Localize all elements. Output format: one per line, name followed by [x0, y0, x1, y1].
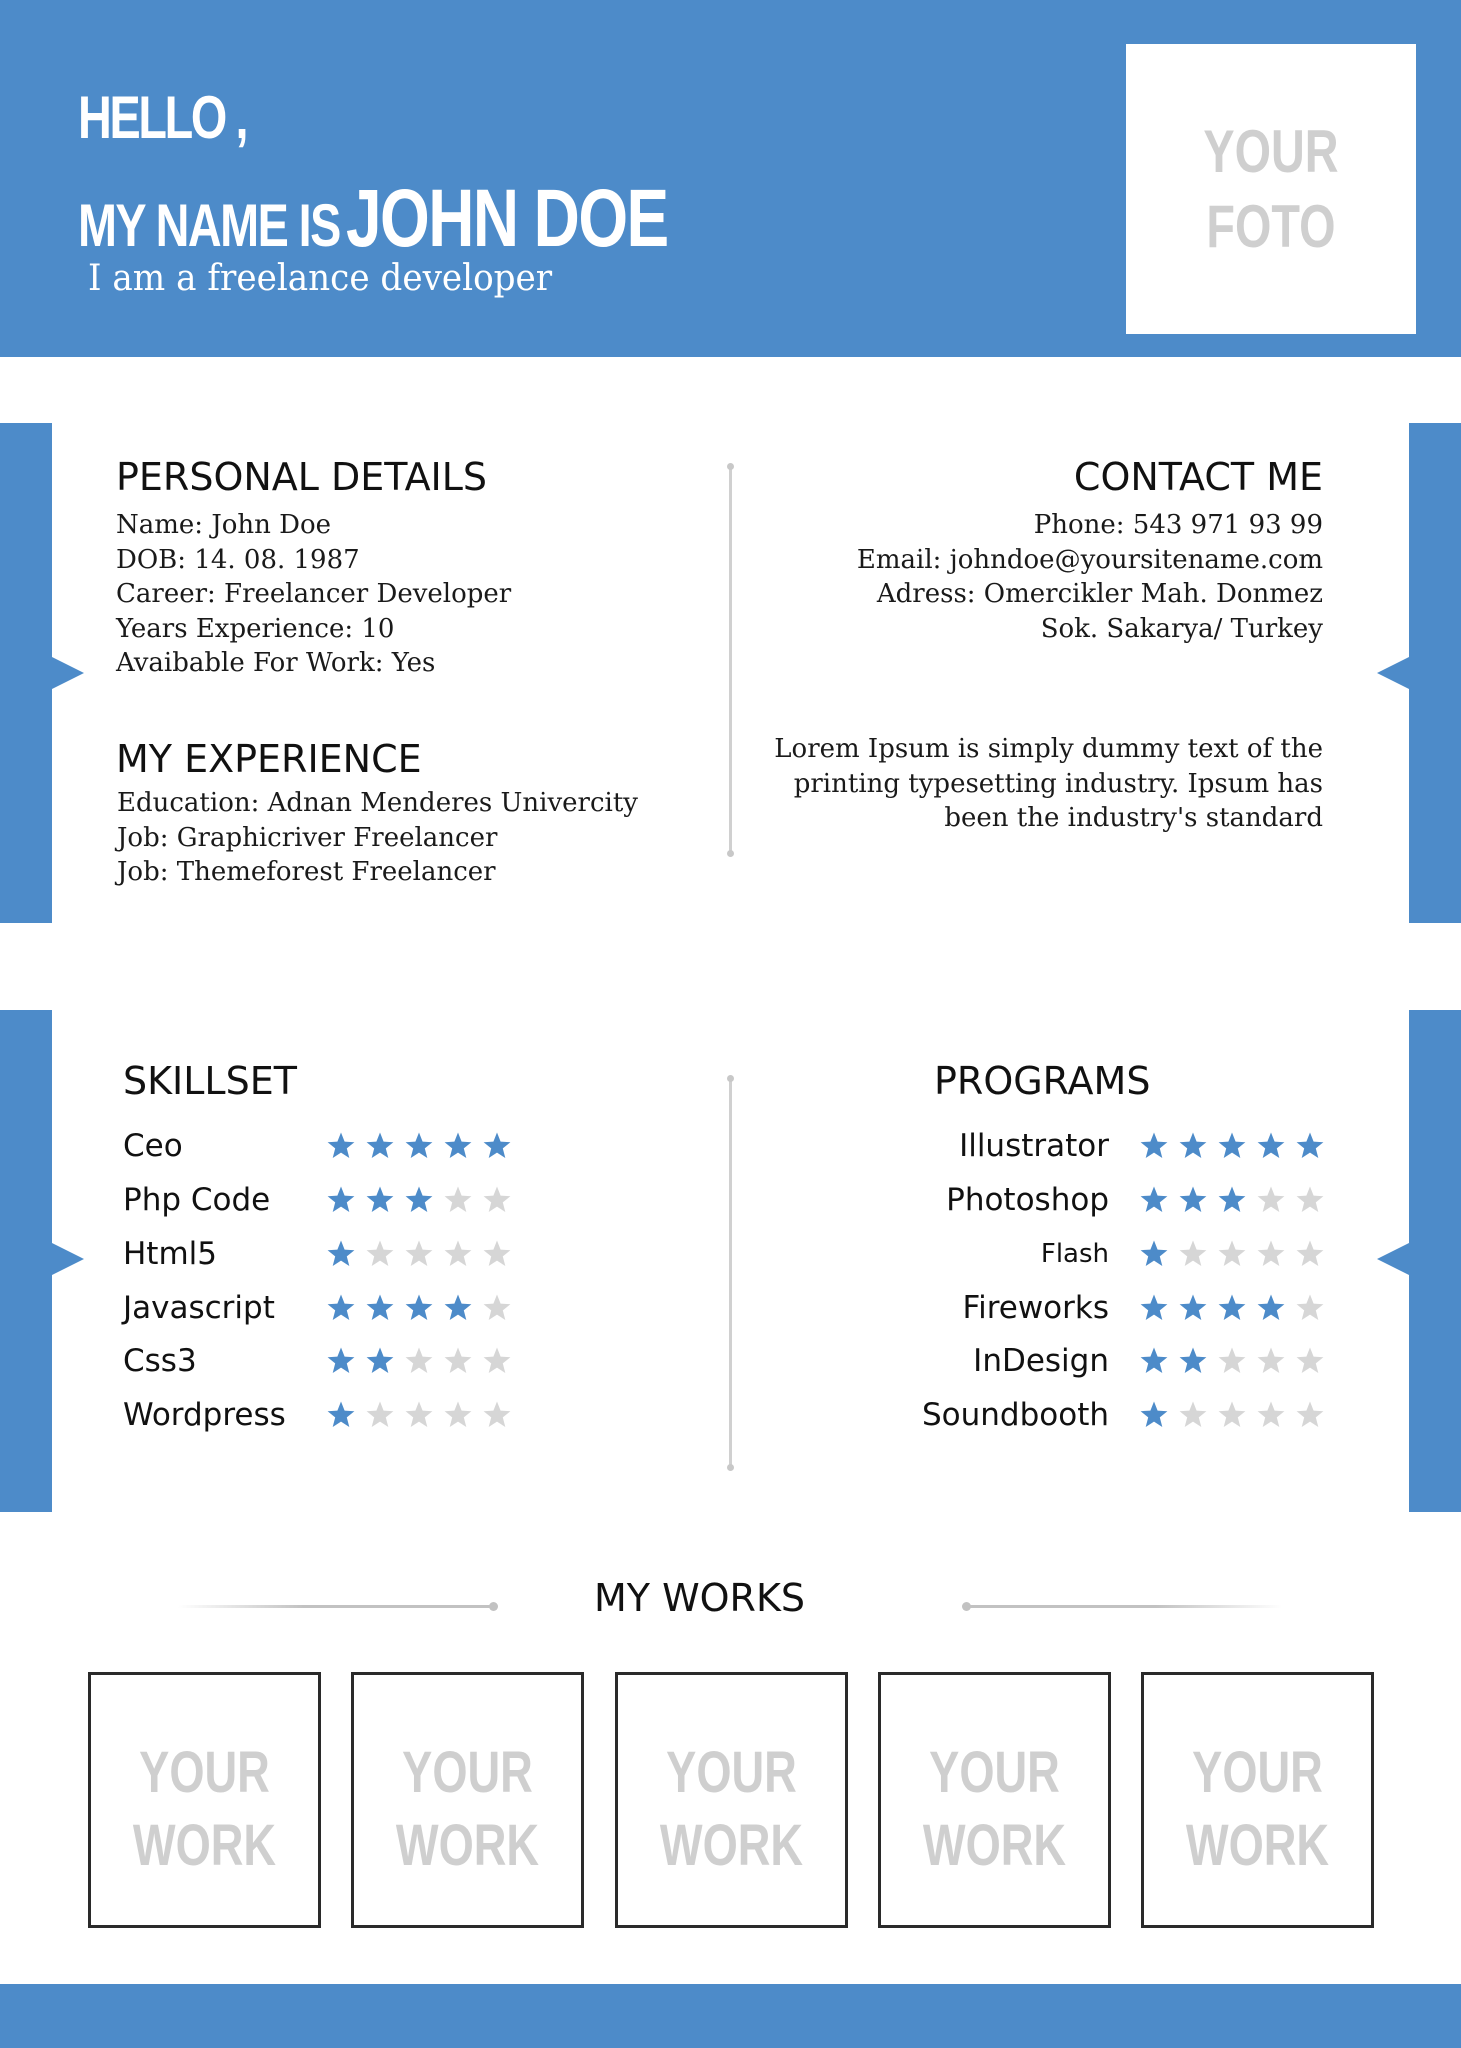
- right-accent-band: [1409, 423, 1461, 923]
- photo-placeholder-line2: FOTO: [1206, 193, 1336, 260]
- person-name: JOHN DOE: [346, 173, 668, 264]
- works-rule-right: [966, 1605, 1282, 1608]
- photo-placeholder-line1: YOUR: [1203, 118, 1339, 185]
- star-filled-icon: [1139, 1346, 1169, 1376]
- personal-detail-item: Career: Freelancer Developer: [116, 579, 512, 609]
- work-placeholder-line2: WORK: [132, 1812, 277, 1878]
- skill-name: Photoshop: [946, 1182, 1109, 1218]
- star-empty-icon: [1217, 1346, 1247, 1376]
- work-placeholder-line2: WORK: [922, 1812, 1067, 1878]
- skill-name: Javascript: [123, 1290, 275, 1326]
- star-empty-icon: [1295, 1185, 1325, 1215]
- greeting: HELLO ,: [78, 84, 247, 151]
- skill-row: [0, 1180, 1461, 1220]
- work-placeholder-line2: WORK: [1185, 1812, 1330, 1878]
- tagline: I am a freelance developer: [88, 258, 553, 299]
- skill-name: Html5: [123, 1236, 217, 1272]
- skill-row: [0, 1288, 1461, 1328]
- work-placeholder: [1141, 1672, 1374, 1928]
- star-filled-icon: [1139, 1293, 1169, 1323]
- star-filled-icon: [1256, 1131, 1286, 1161]
- personal-detail-item: Name: John Doe: [116, 510, 332, 540]
- skill-name: Fireworks: [962, 1290, 1109, 1326]
- star-empty-icon: [1217, 1400, 1247, 1430]
- rating-stars: [1139, 1293, 1334, 1323]
- star-empty-icon: [1295, 1400, 1325, 1430]
- about-line: been the industry's standard: [944, 803, 1323, 833]
- star-filled-icon: [1256, 1293, 1286, 1323]
- star-filled-icon: [1139, 1185, 1169, 1215]
- star-empty-icon: [1295, 1239, 1325, 1269]
- experience-title: MY EXPERIENCE: [116, 737, 422, 781]
- star-filled-icon: [1178, 1293, 1208, 1323]
- rating-stars: [1139, 1400, 1334, 1430]
- contact-line: Sok. Sakarya/ Turkey: [1040, 613, 1323, 644]
- skill-name: Ceo: [123, 1128, 183, 1164]
- work-placeholder-text: [116, 1737, 293, 1882]
- about-line: printing typesetting industry. Ipsum has: [793, 768, 1323, 799]
- footer-band: [0, 1984, 1461, 2048]
- star-empty-icon: [1256, 1239, 1286, 1269]
- work-placeholder: [878, 1672, 1111, 1928]
- works-rule-left: [178, 1605, 493, 1608]
- work-placeholder-line1: YOUR: [1192, 1740, 1323, 1805]
- skill-row: [0, 1234, 1461, 1274]
- star-filled-icon: [1139, 1239, 1169, 1269]
- star-empty-icon: [1295, 1293, 1325, 1323]
- contact-title: CONTACT ME: [1073, 455, 1323, 499]
- works-rule-left-dot: [489, 1602, 498, 1611]
- work-placeholder-line1: YOUR: [666, 1740, 797, 1805]
- name-line: [78, 173, 668, 264]
- star-filled-icon: [1178, 1131, 1208, 1161]
- work-placeholder-line1: YOUR: [402, 1740, 533, 1805]
- skill-name: Soundbooth: [921, 1397, 1109, 1433]
- contact-line: Phone: 543 971 93 99: [1033, 510, 1323, 540]
- star-filled-icon: [1139, 1131, 1169, 1161]
- skillset-title: SKILLSET: [123, 1059, 297, 1103]
- star-empty-icon: [1217, 1239, 1247, 1269]
- work-placeholder-line2: WORK: [395, 1812, 540, 1878]
- left-accent-band: [0, 423, 52, 923]
- work-placeholder-line2: WORK: [659, 1812, 804, 1878]
- star-empty-icon: [1256, 1346, 1286, 1376]
- work-placeholder-text: [1169, 1737, 1346, 1882]
- personal-details-title: PERSONAL DETAILS: [116, 455, 488, 499]
- star-filled-icon: [1217, 1185, 1247, 1215]
- right-notch: [1377, 657, 1409, 689]
- rating-stars: [1139, 1185, 1334, 1215]
- programs-title: PROGRAMS: [934, 1059, 1151, 1103]
- star-filled-icon: [1217, 1293, 1247, 1323]
- skill-row: [0, 1395, 1461, 1435]
- experience-item: Job: Themeforest Freelancer: [117, 857, 496, 887]
- star-filled-icon: [1217, 1131, 1247, 1161]
- star-empty-icon: [1178, 1239, 1208, 1269]
- experience-list: [117, 786, 638, 890]
- star-filled-icon: [1178, 1185, 1208, 1215]
- name-prefix: MY NAME IS: [78, 192, 340, 259]
- star-empty-icon: [1256, 1400, 1286, 1430]
- experience-item: Education: Adnan Menderes Univercity: [117, 788, 638, 818]
- experience-item: Job: Graphicriver Freelancer: [117, 822, 498, 853]
- star-empty-icon: [1256, 1185, 1286, 1215]
- skill-name: Php Code: [123, 1182, 271, 1218]
- rating-stars: [1139, 1239, 1334, 1269]
- rating-stars: [1139, 1131, 1334, 1161]
- skill-name: InDesign: [973, 1343, 1109, 1379]
- skill-row: [0, 1126, 1461, 1166]
- star-filled-icon: [1295, 1131, 1325, 1161]
- personal-detail-item: Avaibable For Work: Yes: [116, 648, 436, 678]
- work-placeholder: [88, 1672, 321, 1928]
- about-text: [774, 732, 1323, 836]
- work-placeholder-line1: YOUR: [139, 1740, 270, 1805]
- work-placeholder-text: [643, 1737, 820, 1882]
- skill-name: Wordpress: [123, 1397, 286, 1433]
- skill-name: Flash: [1040, 1239, 1109, 1269]
- photo-placeholder: [1126, 44, 1416, 334]
- work-placeholder-text: [906, 1737, 1083, 1882]
- personal-detail-item: DOB: 14. 08. 1987: [116, 544, 360, 575]
- personal-details-list: [116, 508, 511, 681]
- star-empty-icon: [1178, 1400, 1208, 1430]
- skill-name: Css3: [123, 1343, 197, 1379]
- contact-line: Email: johndoe@yoursitename.com: [856, 544, 1323, 575]
- photo-placeholder-text: [1158, 114, 1384, 264]
- rating-stars: [1139, 1346, 1334, 1376]
- star-empty-icon: [1295, 1346, 1325, 1376]
- works-title: MY WORKS: [594, 1576, 806, 1620]
- star-filled-icon: [1178, 1346, 1208, 1376]
- contact-list: [857, 508, 1323, 646]
- work-placeholder-text: [379, 1737, 556, 1882]
- personal-detail-item: Years Experience: 10: [116, 613, 395, 644]
- left-notch: [52, 657, 84, 689]
- star-filled-icon: [1139, 1400, 1169, 1430]
- work-placeholder: [351, 1672, 584, 1928]
- skill-name: Illustrator: [959, 1128, 1109, 1164]
- about-line: Lorem Ipsum is simply dummy text of the: [774, 734, 1323, 764]
- skill-row: [0, 1341, 1461, 1381]
- work-placeholder-line1: YOUR: [929, 1740, 1060, 1805]
- contact-line: Adress: Omercikler Mah. Donmez: [876, 579, 1323, 609]
- work-placeholder: [615, 1672, 848, 1928]
- section-divider: [729, 466, 732, 854]
